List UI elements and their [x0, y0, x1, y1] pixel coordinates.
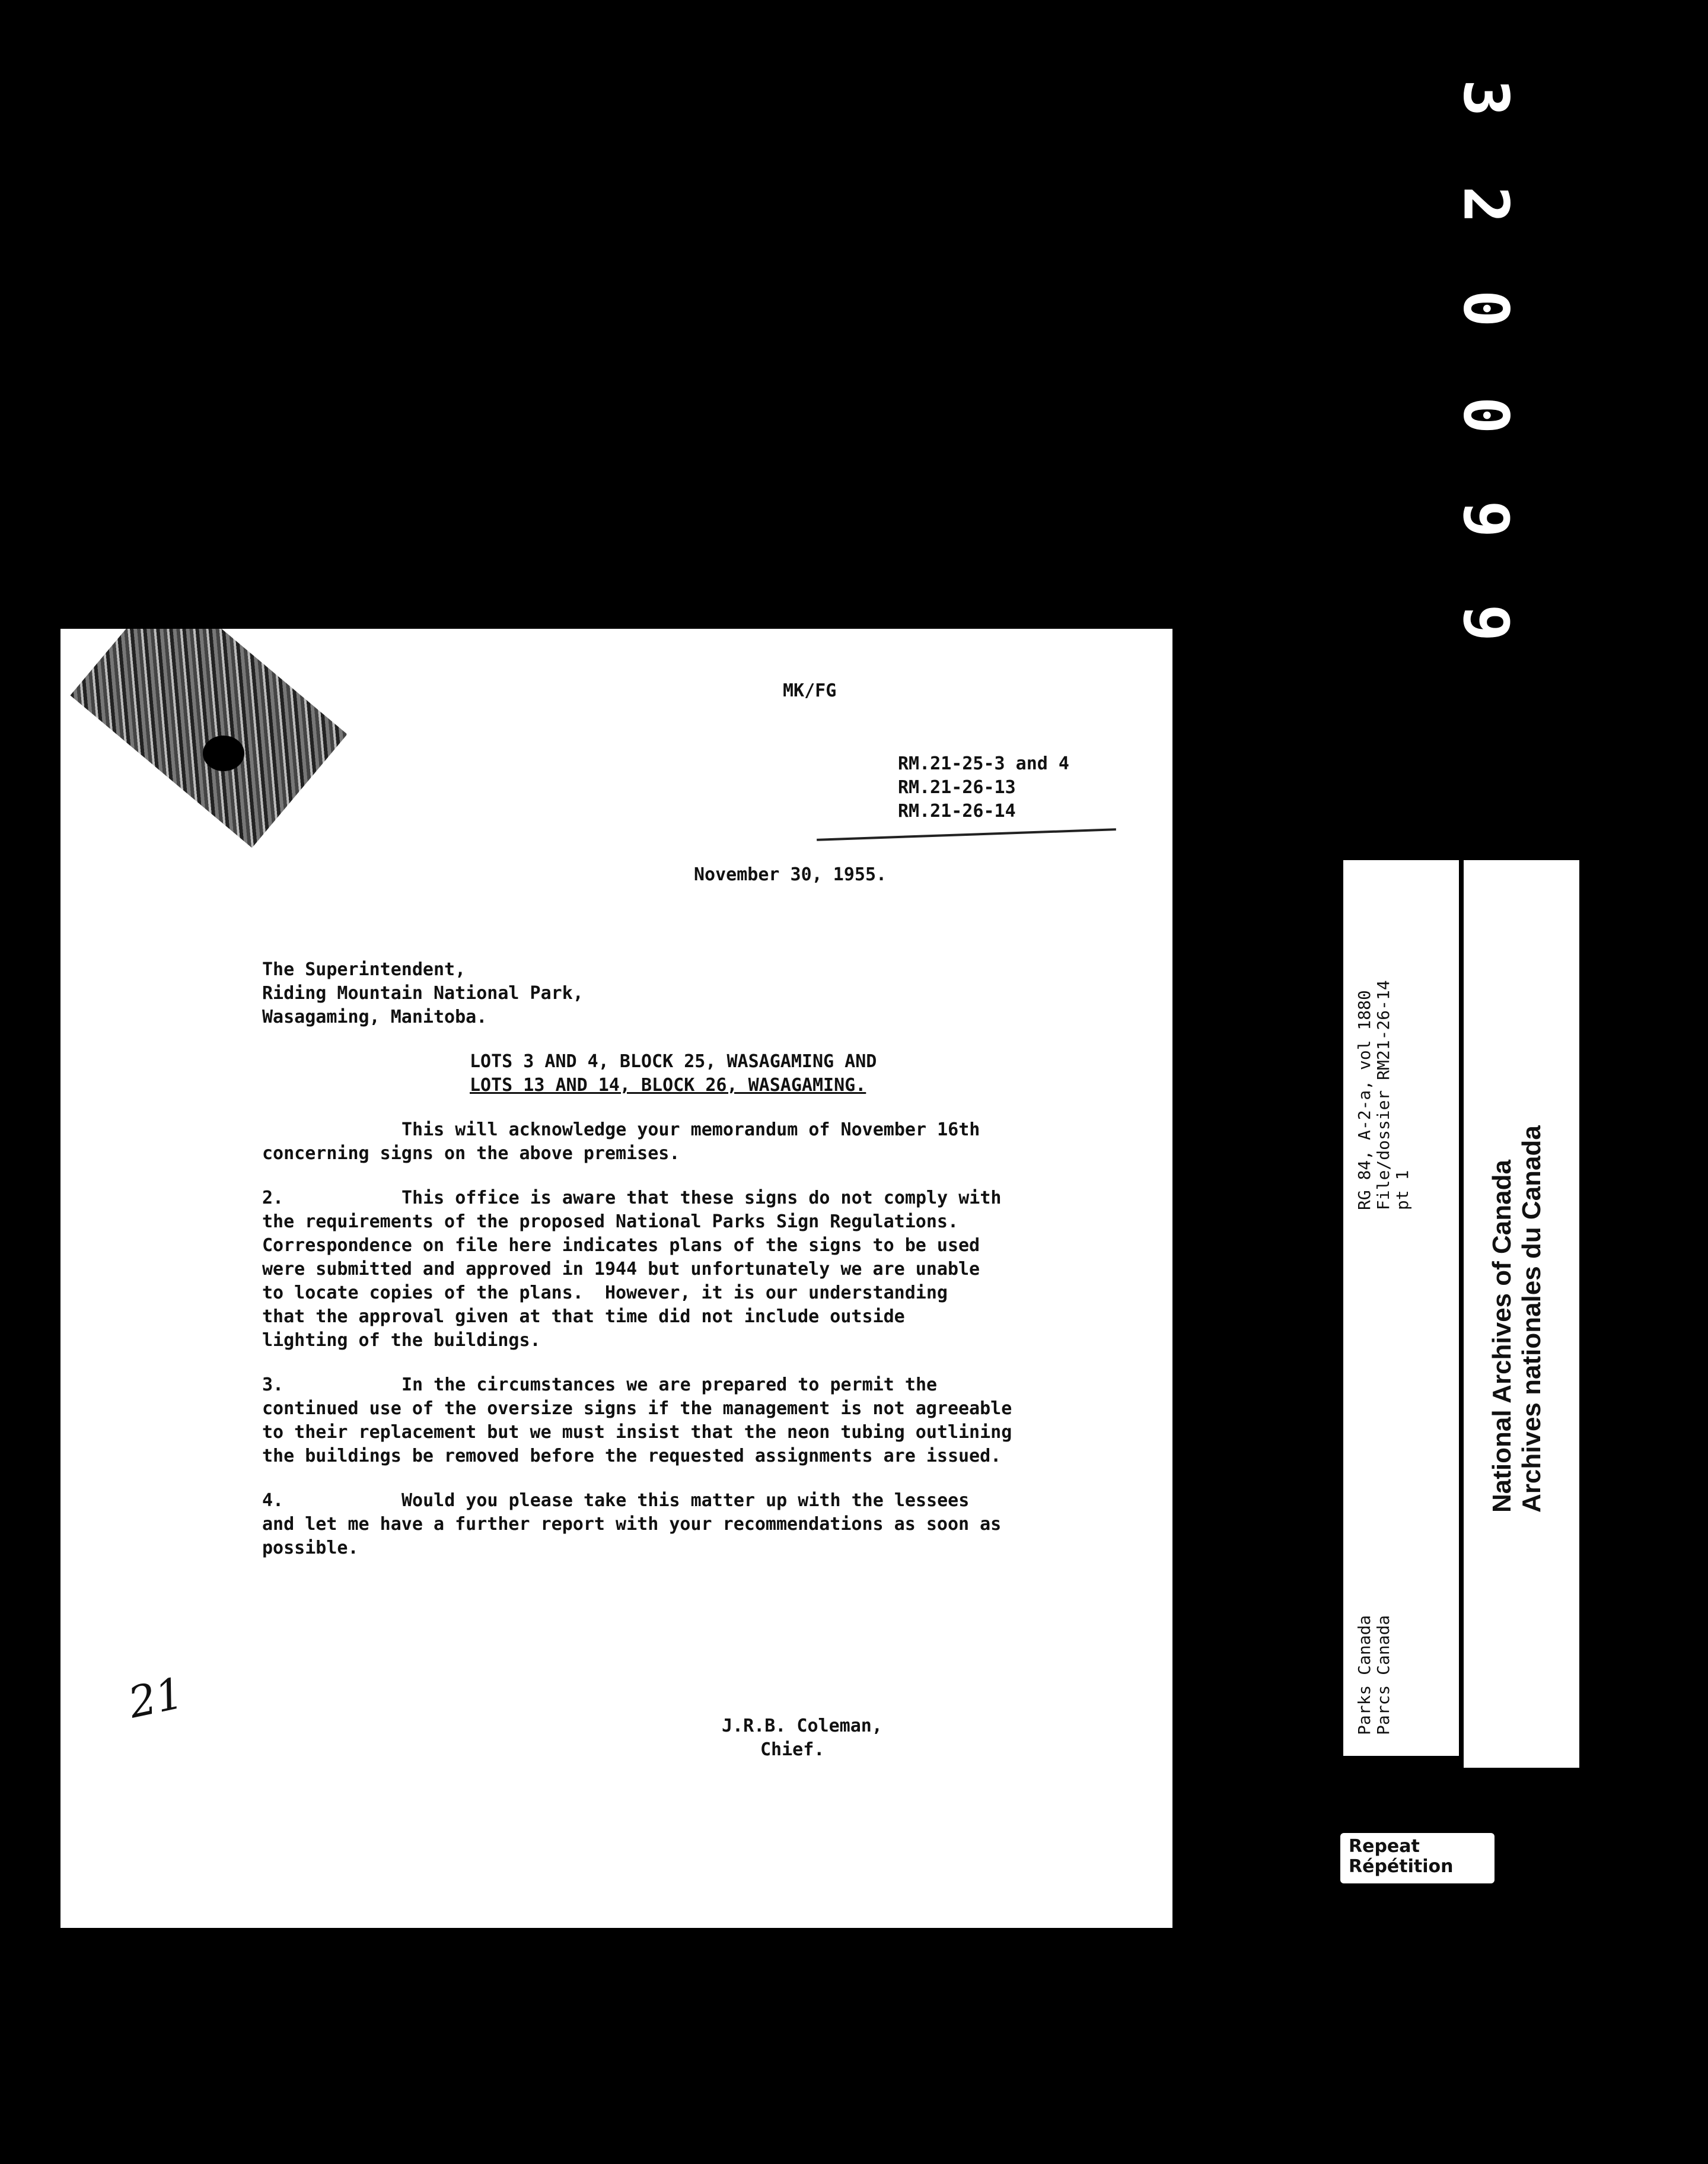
paragraph-number: 2. — [262, 1188, 284, 1208]
paragraph-3-line: In the circumstances we are prepared to permit the — [401, 1374, 938, 1395]
subject-line: LOTS 3 AND 4, BLOCK 25, WASAGAMING AND — [470, 1051, 877, 1072]
letter-page — [60, 629, 1172, 1928]
paragraph-4-line: Would you please take this matter up with the lessees — [401, 1490, 970, 1511]
letter-date: November 30, 1955. — [694, 864, 887, 885]
paragraph-2-line: to locate copies of the plans. However, it is our understanding — [262, 1283, 948, 1303]
address-line: Wasagaming, Manitoba. — [262, 1007, 487, 1027]
institution-name: Archives nationales du Canada — [1517, 1125, 1546, 1513]
repeat-text: Repeat — [1349, 1836, 1420, 1857]
file-reference: RM.21-25-3 and 4 — [898, 753, 1069, 774]
punch-hole — [203, 736, 244, 771]
archive-reference-label — [1343, 860, 1459, 1756]
paragraph-number: 3. — [262, 1374, 284, 1395]
archive-reference-line: RG 84, A-2-a, vol 1880 — [1355, 990, 1374, 1210]
paragraph-2-line: This office is aware that these signs do not comply with — [401, 1188, 1002, 1208]
film-frame-number: 9 — [1449, 604, 1522, 642]
address-line: The Superintendent, — [262, 959, 466, 980]
institution-name: National Archives of Canada — [1487, 1160, 1516, 1513]
reference-underline — [817, 828, 1116, 841]
paragraph-2-line: lighting of the buildings. — [262, 1330, 541, 1351]
repeat-label — [1340, 1833, 1494, 1883]
signature-title: Chief. — [760, 1739, 825, 1760]
film-frame-number: 9 — [1449, 500, 1522, 538]
file-reference: RM.21-26-13 — [898, 777, 1016, 798]
paragraph-1-line: concerning signs on the above premises. — [262, 1143, 680, 1164]
paragraph-4-line: possible. — [262, 1538, 359, 1558]
film-frame-number: 2 — [1449, 186, 1522, 224]
institution-label — [1464, 860, 1579, 1768]
file-reference: RM.21-26-14 — [898, 801, 1016, 822]
paragraph-2-line: the requirements of the proposed National Parks Sign Regulations. — [262, 1211, 958, 1232]
film-frame-number: 3 — [1449, 79, 1522, 117]
agency-name: Parks Canada — [1355, 1615, 1374, 1735]
film-frame-number: 0 — [1449, 289, 1522, 327]
initials: MK/FG — [783, 680, 837, 701]
subject-line: LOTS 13 AND 14, BLOCK 26, WASAGAMING. — [470, 1075, 866, 1096]
paragraph-3-line: the buildings be removed before the requested assignments are issued. — [262, 1446, 1002, 1466]
paragraph-2-line: were submitted and approved in 1944 but unfortunately we are unable — [262, 1259, 980, 1280]
repeat-text: Répétition — [1349, 1856, 1454, 1877]
paragraph-3-line: to their replacement but we must insist that the neon tubing outlining — [262, 1422, 1012, 1443]
handwritten-note: 21 — [124, 1667, 188, 1728]
paragraph-number: 4. — [262, 1490, 284, 1511]
paragraph-2-line: that the approval given at that time did not include outside — [262, 1306, 905, 1327]
film-frame-number: 0 — [1449, 396, 1522, 434]
archive-reference-line: File/dossier RM21-26-14 — [1374, 980, 1393, 1210]
paragraph-4-line: and let me have a further report with your recommendations as soon as — [262, 1514, 1002, 1535]
received-stamp-icon — [70, 629, 347, 848]
signature-name: J.R.B. Coleman, — [722, 1716, 882, 1736]
archive-reference-line: pt 1 — [1392, 1170, 1412, 1210]
agency-name: Parcs Canada — [1374, 1615, 1393, 1735]
address-line: Riding Mountain National Park, — [262, 983, 584, 1004]
paragraph-1-line: This will acknowledge your memorandum of November 16th — [401, 1119, 980, 1140]
paragraph-2-line: Correspondence on file here indicates plans of the signs to be used — [262, 1235, 980, 1256]
paragraph-3-line: continued use of the oversize signs if the management is not agreeable — [262, 1398, 1012, 1419]
